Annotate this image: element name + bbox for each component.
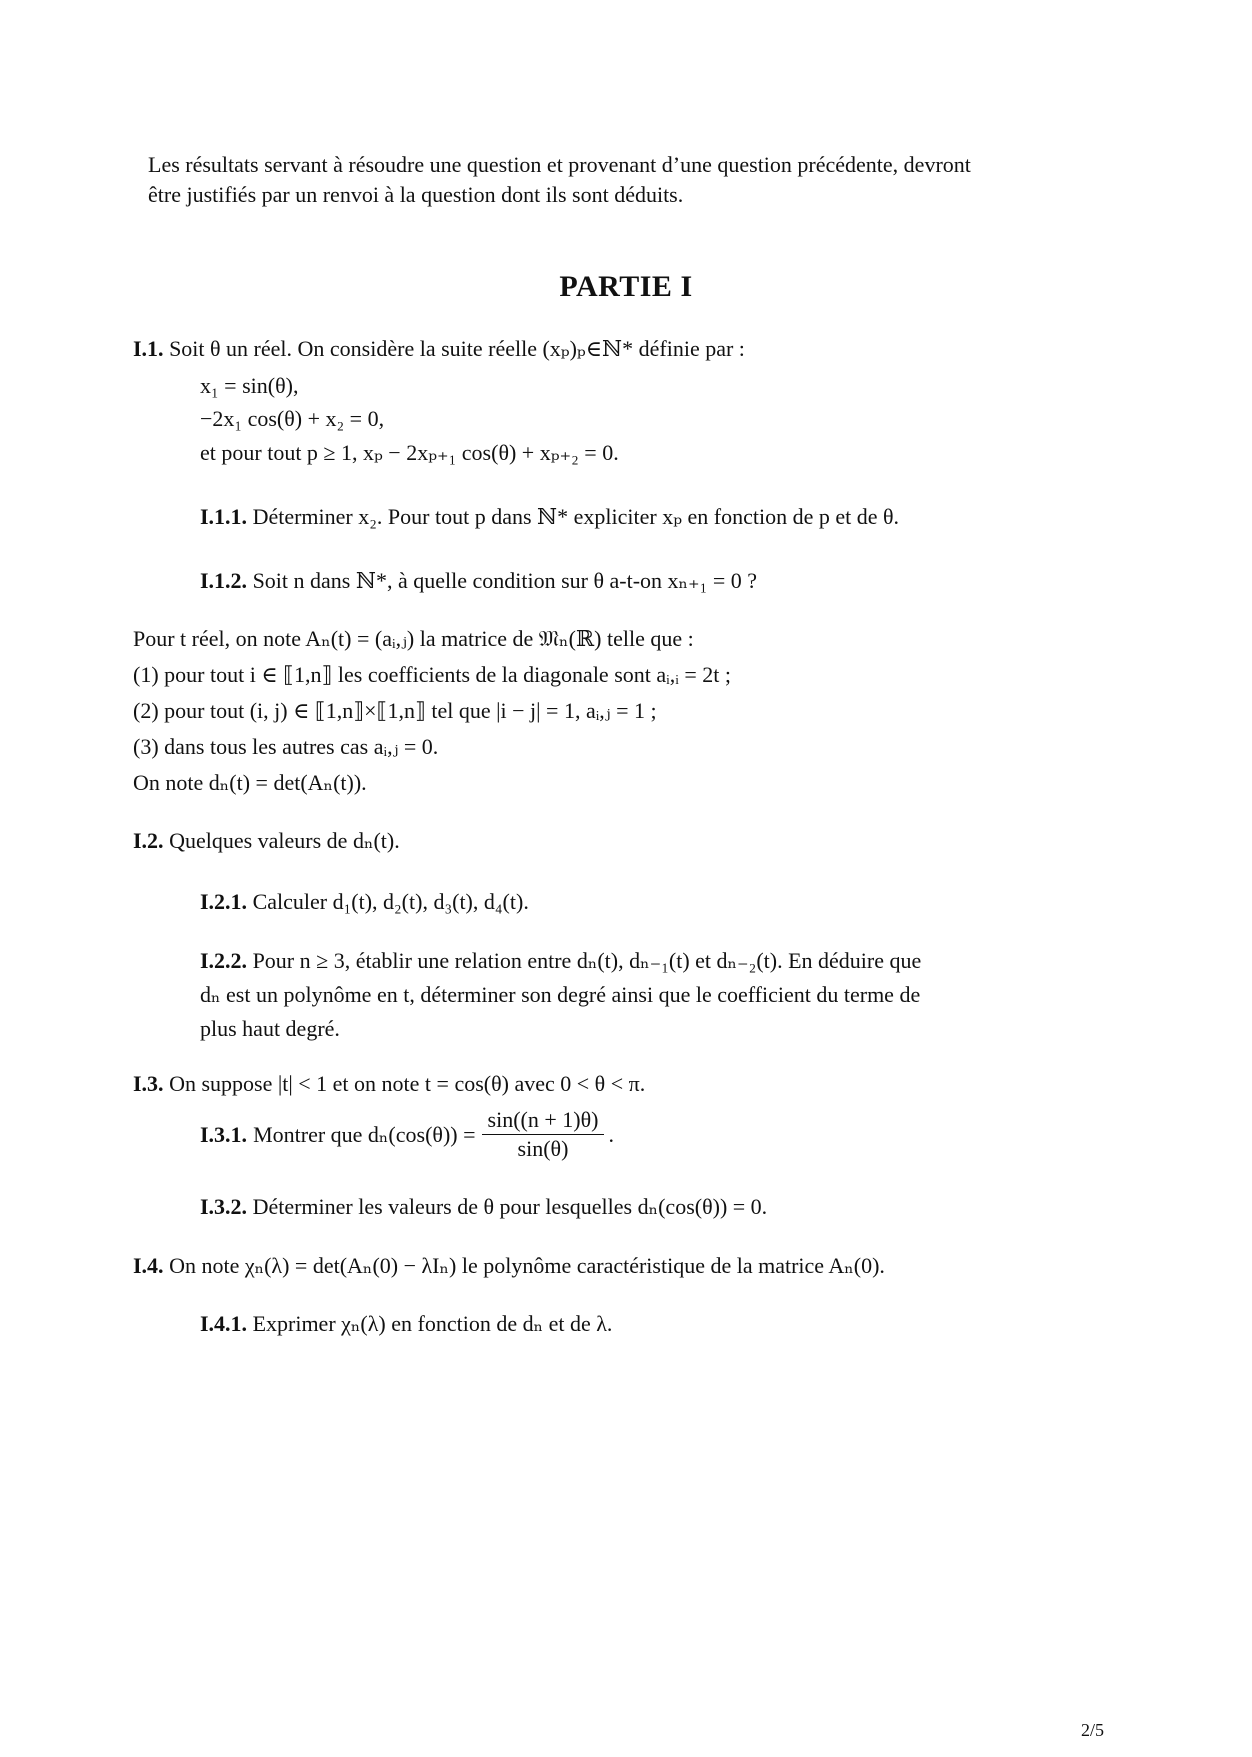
question-1-text: Soit θ un réel. On considère la suite réelle (xₚ)ₚ∈ℕ* définie par : — [169, 336, 745, 361]
fraction-period: . — [608, 1121, 614, 1147]
question-3 — [133, 1069, 645, 1099]
fraction-numerator: sin((n + 1)θ) — [482, 1106, 605, 1135]
question-2-2 — [200, 946, 921, 976]
sequence-def-1: x₁ = sin(θ), — [200, 373, 299, 398]
sequence-def-3: et pour tout p ≥ 1, xₚ − 2xₚ₊₁ cos(θ) + xₚ₊₂ = 0. — [200, 440, 619, 465]
question-3-1-label: I.3.1. — [200, 1121, 248, 1147]
intro-line-2: être justifiés par un renvoi à la question dont ils sont déduits. — [148, 182, 684, 207]
question-2-1-label: I.2.1. — [200, 889, 248, 914]
fraction — [482, 1106, 605, 1163]
question-1-label: I.1. — [133, 336, 164, 361]
matrix-def-line-5: On note dₙ(t) = det(Aₙ(t)). — [133, 770, 367, 795]
question-1 — [133, 334, 745, 364]
intro-line-1: Les résultats servant à résoudre une question et provenant d’une question précédente, devront — [148, 152, 971, 177]
page-number: 2/5 — [1080, 1720, 1104, 1740]
question-2-2-line-2: dₙ est un polynôme en t, déterminer son degré ainsi que le coefficient du terme de — [200, 982, 921, 1007]
question-1-1-label: I.1.1. — [200, 504, 248, 529]
question-2-2-line-3: plus haut degré. — [200, 1016, 340, 1041]
fraction-denominator: sin(θ) — [517, 1136, 569, 1161]
question-3-1-text: Montrer que dₙ(cos(θ)) = — [253, 1121, 476, 1147]
question-4-text: On note χₙ(λ) = det(Aₙ(0) − λIₙ) le polynôme caractéristique de la matrice Aₙ(0). — [169, 1253, 885, 1278]
sequence-def-2: −2x₁ cos(θ) + x₂ = 0, — [200, 406, 385, 431]
question-3-1 — [200, 1106, 614, 1163]
question-2 — [133, 826, 400, 856]
matrix-def-line-1: Pour t réel, on note Aₙ(t) = (aᵢ,ⱼ) la matrice de 𝔐ₙ(ℝ) telle que : — [133, 626, 694, 651]
question-3-label: I.3. — [133, 1071, 164, 1096]
question-3-text: On suppose |t| < 1 et on note t = cos(θ) avec 0 < θ < π. — [169, 1071, 646, 1096]
question-2-text: Quelques valeurs de dₙ(t). — [169, 828, 400, 853]
question-3-2-text: Déterminer les valeurs de θ pour lesquelles dₙ(cos(θ)) = 0. — [252, 1194, 768, 1219]
question-1-2-label: I.1.2. — [200, 568, 248, 593]
question-2-2-label: I.2.2. — [200, 948, 248, 973]
matrix-def-line-4: (3) dans tous les autres cas aᵢ,ⱼ = 0. — [133, 734, 439, 759]
matrix-def-line-3: (2) pour tout (i, j) ∈ ⟦1,n⟧×⟦1,n⟧ tel que |i − j| = 1, aᵢ,ⱼ = 1 ; — [133, 698, 657, 723]
question-2-1 — [200, 887, 529, 917]
question-3-2-label: I.3.2. — [200, 1194, 248, 1219]
question-4-1-label: I.4.1. — [200, 1311, 248, 1336]
question-1-1 — [200, 502, 899, 532]
matrix-def-line-2: (1) pour tout i ∈ ⟦1,n⟧ les coefficients de la diagonale sont aᵢ,ᵢ = 2t ; — [133, 662, 731, 687]
question-4-label: I.4. — [133, 1253, 164, 1278]
question-2-label: I.2. — [133, 828, 164, 853]
question-1-2-text: Soit n dans ℕ*, à quelle condition sur θ a-t-on xₙ₊₁ = 0 ? — [252, 568, 758, 593]
question-1-1-text: Déterminer x₂. Pour tout p dans ℕ* expliciter xₚ en fonction de p et de θ. — [252, 504, 900, 529]
question-2-2-line-1: Pour n ≥ 3, établir une relation entre dₙ(t), dₙ₋₁(t) et dₙ₋₂(t). En déduire que — [252, 948, 922, 973]
section-title: PARTIE I — [559, 270, 693, 303]
question-4-1 — [200, 1309, 612, 1339]
question-2-1-text: Calculer d₁(t), d₂(t), d₃(t), d₄(t). — [252, 889, 529, 914]
question-1-2 — [200, 566, 757, 596]
question-4 — [133, 1251, 885, 1281]
question-4-1-text: Exprimer χₙ(λ) en fonction de dₙ et de λ. — [252, 1311, 613, 1336]
question-3-2 — [200, 1192, 767, 1222]
